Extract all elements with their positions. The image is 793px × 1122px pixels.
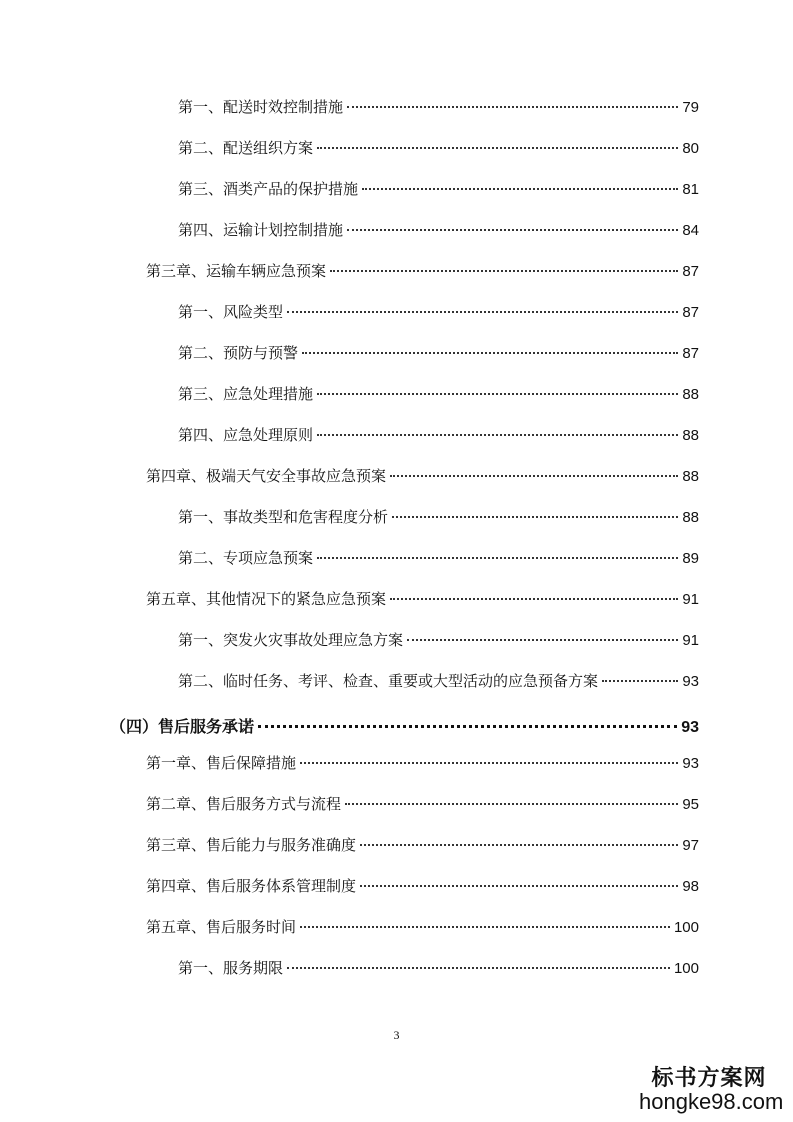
toc-entry[interactable] [146, 793, 699, 815]
toc-dot-leader [317, 147, 678, 149]
toc-entry[interactable] [178, 670, 699, 692]
toc-entry-title: 第四、应急处理原则 [178, 426, 314, 444]
toc-entry-title: 第一、服务期限 [178, 959, 284, 977]
toc-dot-leader [345, 803, 678, 805]
toc-entry-page: 87 [682, 304, 699, 321]
toc-entry[interactable] [178, 547, 699, 569]
toc-entry[interactable] [178, 424, 699, 446]
toc-entry-page: 93 [682, 673, 699, 690]
toc-dot-leader [390, 598, 678, 600]
toc-entry-title: 第五章、其他情况下的紧急应急预案 [146, 590, 387, 608]
toc-entry-title: 第二、临时任务、考评、检查、重要或大型活动的应急预备方案 [178, 672, 599, 690]
toc-entry-page: 95 [682, 796, 699, 813]
toc-entry-title: 第四章、售后服务体系管理制度 [146, 877, 357, 895]
toc-dot-leader [302, 352, 678, 354]
toc-dot-leader [317, 557, 678, 559]
toc-entry[interactable] [178, 219, 699, 241]
toc-entry-page: 88 [682, 468, 699, 485]
toc-entry-page: 87 [682, 345, 699, 362]
toc-entry[interactable] [146, 875, 699, 897]
toc-entry-page: 79 [682, 99, 699, 116]
page-number: 3 [393, 1028, 400, 1042]
toc-dot-leader [317, 434, 678, 436]
toc-entry-page: 87 [682, 263, 699, 280]
toc-dot-leader [300, 762, 678, 764]
toc-entry-page: 88 [682, 509, 699, 526]
toc-entry-title: 第三、酒类产品的保护措施 [178, 180, 359, 198]
toc-dot-leader [347, 106, 678, 108]
toc-entry-page: 89 [682, 550, 699, 567]
toc-entry-page: 93 [682, 755, 699, 772]
toc-entry-title: 第三章、售后能力与服务准确度 [146, 836, 357, 854]
toc-entry-page: 80 [682, 140, 699, 157]
toc-dot-leader [287, 311, 678, 313]
toc-entry[interactable] [178, 342, 699, 364]
toc-dot-leader [287, 967, 670, 969]
toc-entry-title: 第二、配送组织方案 [178, 139, 314, 157]
toc-entry-title: 第一、事故类型和危害程度分析 [178, 508, 389, 526]
toc-entry[interactable] [146, 834, 699, 856]
toc-entry[interactable] [146, 465, 699, 487]
watermark-name: 标书方案网 [651, 1064, 767, 1091]
toc-entry[interactable] [178, 137, 699, 159]
toc-entry-title: 第一、突发火灾事故处理应急方案 [178, 631, 404, 649]
toc-entry-page: 100 [673, 960, 699, 977]
toc-entry-page: 98 [682, 878, 699, 895]
toc-entry[interactable] [178, 383, 699, 405]
toc-entry-page: 81 [682, 181, 699, 198]
toc-entry-page: 88 [682, 386, 699, 403]
toc-entry[interactable] [146, 260, 699, 282]
toc-dot-leader [347, 229, 678, 231]
toc-entry-title: 第二、专项应急预案 [178, 549, 314, 567]
toc-entry-title: （四）售后服务承诺 [110, 717, 255, 736]
toc-entry-title: 第一、风险类型 [178, 303, 284, 321]
toc-entry-page: 97 [682, 837, 699, 854]
toc-entry[interactable] [178, 957, 699, 979]
toc-dot-leader [330, 270, 678, 272]
toc-entry-title: 第四章、极端天气安全事故应急预案 [146, 467, 387, 485]
toc-dot-leader [407, 639, 678, 641]
toc-entry[interactable] [178, 178, 699, 200]
toc-entry-page: 91 [682, 591, 699, 608]
toc-entry-title: 第三、应急处理措施 [178, 385, 314, 403]
toc-entry-page: 88 [682, 427, 699, 444]
toc-entry[interactable] [146, 588, 699, 610]
toc-entry[interactable] [178, 506, 699, 528]
toc-entry-title: 第一章、售后保障措施 [146, 754, 297, 772]
toc-entry-page: 93 [681, 719, 699, 736]
toc-dot-leader [360, 844, 678, 846]
watermark-url: hongke98.com [639, 1088, 784, 1114]
toc-dot-leader [392, 516, 678, 518]
toc-entry[interactable] [178, 301, 699, 323]
toc-dot-leader [362, 188, 678, 190]
toc-entry[interactable] [146, 916, 699, 938]
toc-dot-leader [390, 475, 678, 477]
toc-dot-leader [300, 926, 670, 928]
toc-dot-leader [317, 393, 678, 395]
toc-entry-title: 第四、运输计划控制措施 [178, 221, 344, 239]
toc-entry[interactable] [178, 96, 699, 118]
toc-entry-page: 84 [682, 222, 699, 239]
toc-dot-leader [360, 885, 678, 887]
toc-entry-title: 第三章、运输车辆应急预案 [146, 262, 327, 280]
toc-entry-page: 91 [682, 632, 699, 649]
toc-dot-leader [258, 725, 677, 728]
toc-entry-title: 第一、配送时效控制措施 [178, 98, 344, 116]
toc-entry-title: 第二章、售后服务方式与流程 [146, 795, 342, 813]
toc-entry-title: 第五章、售后服务时间 [146, 918, 297, 936]
toc-entry[interactable] [110, 716, 699, 738]
toc-entry-page: 100 [673, 919, 699, 936]
toc-entry[interactable] [178, 629, 699, 651]
toc-entry[interactable] [146, 752, 699, 774]
watermark-logo [639, 1064, 784, 1114]
toc-entry-title: 第二、预防与预警 [178, 344, 299, 362]
toc-dot-leader [602, 680, 678, 682]
